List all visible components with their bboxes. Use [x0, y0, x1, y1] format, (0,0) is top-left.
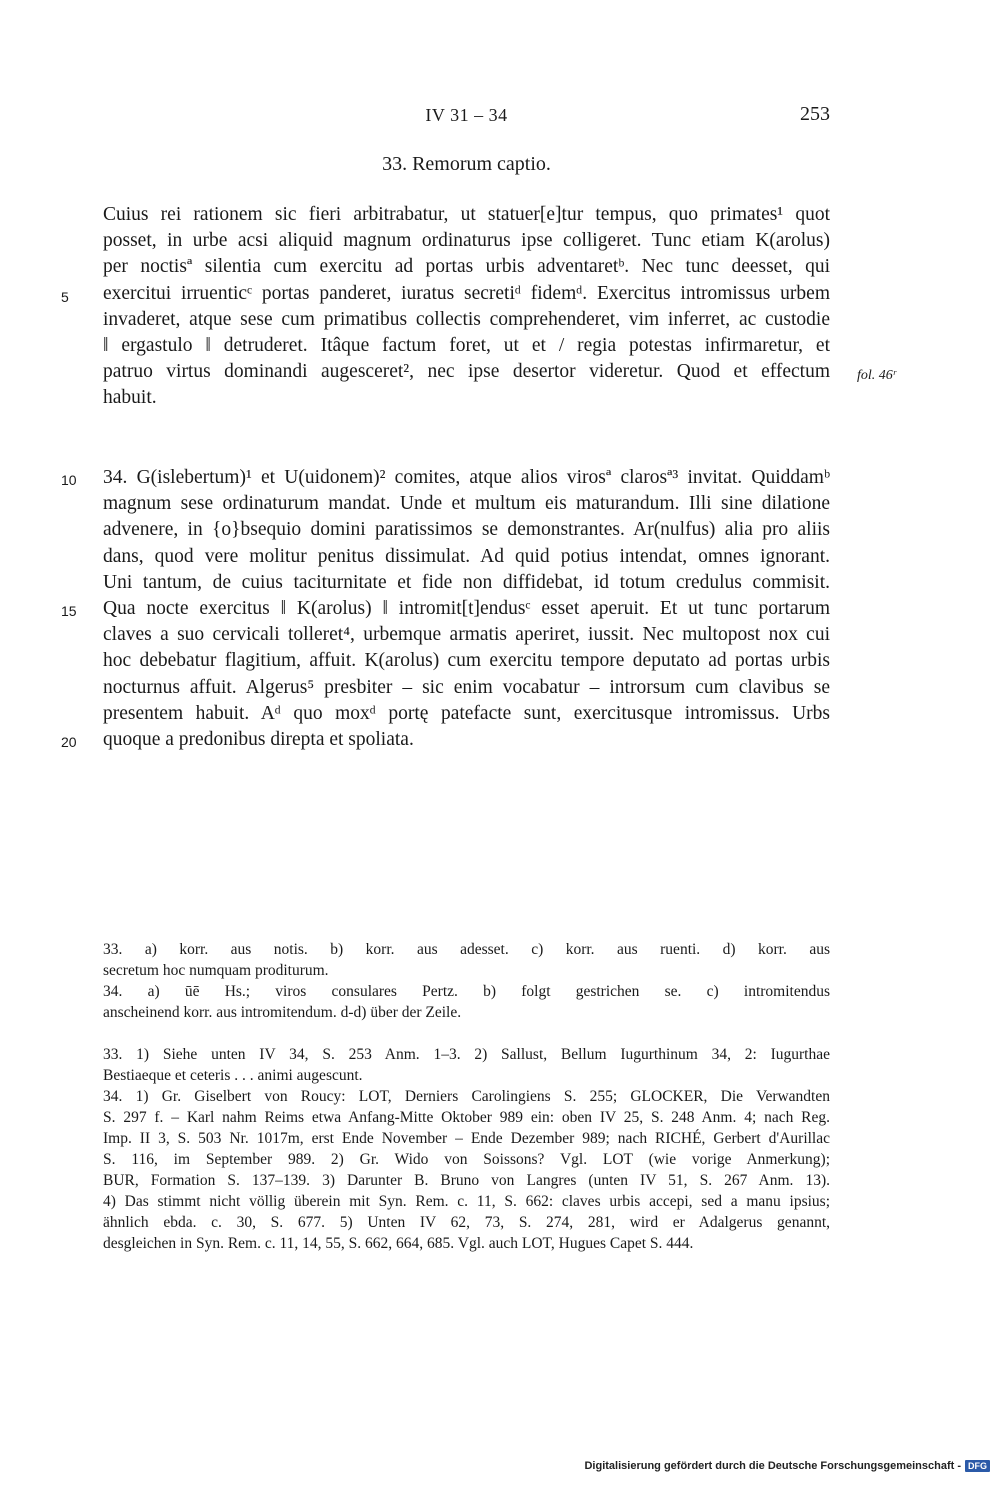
text-line: invaderet, atque sese cum primatibus collectis comprehenderet, vim inferret, ac custodie: [103, 308, 830, 330]
section-34-text: [103, 465, 830, 753]
commentary-line: S. 116, im September 989. 2) Gr. Wido von Soissons? Vgl. LOT (wie vorige Anmerkung);: [103, 1151, 830, 1168]
line-number: 15: [61, 603, 77, 619]
commentary-notes: [103, 1044, 830, 1254]
commentary-line: desgleichen in Syn. Rem. c. 11, 14, 55, S. 662, 664, 685. Vgl. auch LOT, Hugues Capet S. 444.: [103, 1235, 694, 1252]
footer-text: Digitalisierung gefördert durch die Deutsche Forschungsgemeinschaft -: [584, 1460, 961, 1472]
commentary-line: S. 297 f. – Karl nahm Reims etwa Anfang-Mitte Oktober 989 ein: oben IV 25, S. 248 Anm. 4; nach Reg.: [103, 1109, 830, 1126]
line-number: 5: [61, 289, 69, 305]
section-33-title: 33. Remorum captio.: [382, 153, 551, 175]
text-line: claves a suo cervicali tolleret⁴, urbemque armatis aperiret, iussit. Nec multopost nox cui: [103, 624, 830, 646]
text-line: per noctisª silentia cum exercitu ad portas urbis adventaretᵇ. Nec tunc deesset, qui: [103, 256, 830, 278]
apparatus-line: secretum hoc numquam proditurum.: [103, 962, 329, 979]
commentary-line: Bestiaeque et ceteris . . . animi augescunt.: [103, 1067, 363, 1084]
text-line: advenere, in {o}bsequio domini paratissimos se demonstrantes. Ar(nulfus) alia pro aliis: [103, 519, 830, 541]
text-line: quoque a predonibus direpta et spoliata.: [103, 728, 414, 750]
folio-margin-note: fol. 46ʳ: [857, 368, 896, 383]
line-number: 10: [61, 472, 77, 488]
text-line: nocturnus affuit. Algerus⁵ presbiter – sic enim vocabatur – introrsum cum clavibus se: [103, 676, 830, 698]
text-line: exercitui irruenticᶜ portas panderet, iuratus secretiᵈ fidemᵈ. Exercitus intromissus urbem: [103, 282, 830, 304]
text-line: 34. G(islebertum)¹ et U(uidonem)² comites, atque alios virosª clarosª³ invitat. Quiddamᵇ: [103, 467, 830, 488]
text-line: Cuius rei rationem sic fieri arbitrabatur, ut statuer[e]tur tempus, quo primates¹ quot: [103, 204, 830, 225]
commentary-line: ähnlich ebda. c. 30, S. 677. 5) Unten IV 62, 73, S. 274, 281, wird er Adalgerus genannt,: [103, 1214, 830, 1231]
text-line: patruo virtus dominandi augesceret², nec ipse desertor videretur. Quod et effectum: [103, 361, 830, 383]
commentary-line: BUR, Formation S. 137–139. 3) Darunter B. Bruno von Langres (unten IV 51, S. 267 Anm. 13).: [103, 1172, 830, 1189]
commentary-line: Imp. II 3, S. 503 Nr. 1017m, erst Ende November – Ende Dezember 989; nach RICHÉ, Gerbert d'Aurillac: [103, 1130, 830, 1147]
digitization-footer: [584, 1460, 990, 1472]
text-line: hoc debebatur flagitium, affuit. K(arolus) cum exercitu tempore deputato ad portas urbis: [103, 650, 830, 672]
critical-apparatus: [103, 939, 830, 1023]
commentary-line: 4) Das stimmt nicht völlig überein mit Syn. Rem. c. 11, S. 662: claves urbis accepi, sed a manu ipsius;: [103, 1193, 830, 1210]
apparatus-line: 34. a) ūē Hs.; viros consulares Pertz. b) folgt gestrichen se. c) intromitendus: [103, 983, 830, 1000]
section-33-text: [103, 202, 830, 412]
text-line: habuit.: [103, 387, 157, 409]
apparatus-line: anscheinend korr. aus intromitendum. d-d) über der Zeile.: [103, 1004, 462, 1021]
commentary-line: 33. 1) Siehe unten IV 34, S. 253 Anm. 1–3. 2) Sallust, Bellum Iugurthinum 34, 2: Iugurthae: [103, 1046, 830, 1063]
apparatus-line: 33. a) korr. aus notis. b) korr. aus adesset. c) korr. aus ruenti. d) korr. aus: [103, 941, 830, 958]
page-number: 253: [800, 103, 830, 125]
text-line: Qua nocte exercitus ‖ K(arolus) ‖ intromit[t]endusᶜ esset aperuit. Et ut tunc portarum: [103, 597, 830, 619]
text-line: presentem habuit. Aᵈ quo moxᵈ portę patefacte sunt, exercitusque intromissus. Urbs: [103, 702, 830, 724]
text-line: Uni tantum, de cuius taciturnitate et fide non diffidebat, id totum credulus commisit.: [103, 571, 830, 593]
text-line: posset, in urbe acsi aliquid magnum ordinaturus ipse colligeret. Tunc etiam K(arolus): [103, 230, 830, 252]
text-line: dans, quod vere molitur penitus dissimulat. Ad quid potius intendat, omnes ignorant.: [103, 545, 830, 567]
running-head: IV 31 – 34: [425, 105, 508, 125]
text-line: magnum sese ordinaturum mandat. Unde et multum eis maturandum. Illi sine dilatione: [103, 493, 830, 515]
line-number: 20: [61, 734, 77, 750]
commentary-line: 34. 1) Gr. Giselbert von Roucy: LOT, Derniers Carolingiens S. 255; GLOCKER, Die Verwandten: [103, 1088, 830, 1105]
page-header: [103, 105, 830, 135]
dfg-logo: DFG: [965, 1460, 990, 1472]
text-line: ‖ ergastulo ‖ detruderet. Itâque factum foret, ut et / regia potestas infirmaretur, et: [103, 334, 830, 356]
